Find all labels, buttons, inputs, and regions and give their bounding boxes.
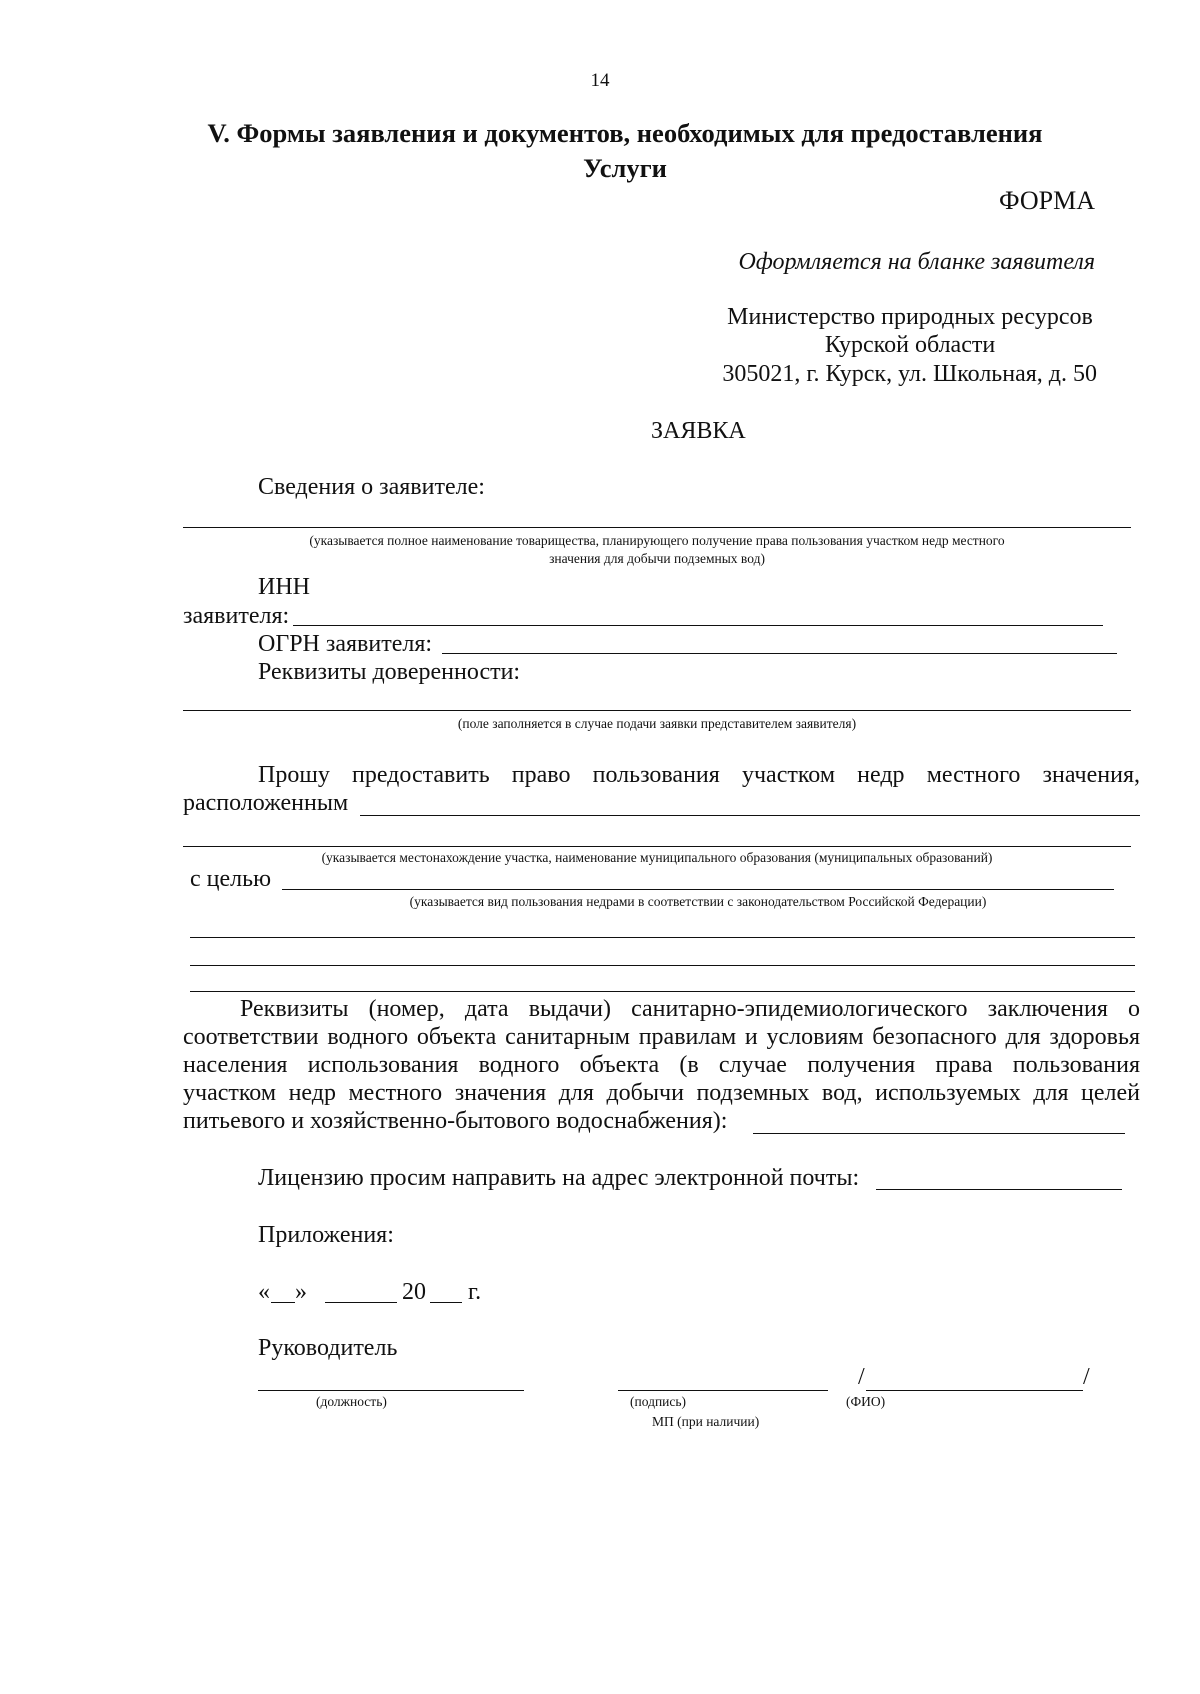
purpose-extra-line-1[interactable] [190, 937, 1135, 938]
power-of-attorney-line[interactable] [183, 710, 1131, 711]
date-close-quote: » [295, 1279, 307, 1305]
date-year-line[interactable] [430, 1302, 462, 1303]
inn-field-line[interactable] [293, 625, 1103, 626]
fio-field-line[interactable] [866, 1390, 1083, 1391]
position-field-line[interactable] [258, 1390, 524, 1391]
purpose-field-line[interactable] [282, 889, 1114, 890]
stamp-hint: МП (при наличии) [652, 1414, 760, 1429]
sanitary-line5: питьевого и хозяйственно-бытового водоснабжения): [183, 1108, 728, 1134]
fio-slash-right: / [1083, 1364, 1090, 1390]
addressee-line1: Министерство природных ресурсов [727, 304, 1093, 330]
applicant-info-label: Сведения о заявителе: [258, 474, 485, 500]
section-title-line1: V. Формы заявления и документов, необходимых для предоставления [207, 118, 1043, 148]
page-number: 14 [590, 70, 610, 91]
location-field-line-2[interactable] [183, 846, 1131, 847]
signature-hint: (подпись) [630, 1394, 687, 1409]
purpose-extra-line-2[interactable] [190, 965, 1135, 966]
email-field-line[interactable] [876, 1189, 1122, 1190]
sanitary-line4: участком недр местного значения для добычи подземных вод, используемых для целей [183, 1080, 1140, 1106]
email-label: Лицензию просим направить на адрес электронной почты: [258, 1165, 860, 1191]
purpose-label: с целью [190, 866, 271, 892]
hint-representative: (поле заполняется в случае подачи заявки представителем заявителя) [457, 716, 857, 731]
inn-label: ИНН [258, 574, 310, 600]
date-year-prefix: 20 [402, 1279, 426, 1305]
fio-slash-left: / [858, 1364, 865, 1390]
hint-purpose: (указывается вид пользования недрами в соответствии с законодательством Российской Федерации) [409, 894, 987, 909]
hint-applicant-line2: значения для добычи подземных вод) [549, 551, 765, 566]
blank-note: Оформляется на бланке заявителя [738, 249, 1095, 275]
location-field-line[interactable] [360, 815, 1140, 816]
hint-applicant-line1: (указывается полное наименование товарищества, планирующего получение права пользования участком недр местного [309, 533, 1005, 548]
date-day-line[interactable] [271, 1302, 295, 1303]
request-line1: Прошу предоставить право пользования участком недр местного значения, [258, 762, 1140, 788]
sanitary-field-line[interactable] [753, 1133, 1125, 1134]
sanitary-line3: населения использования водного объекта (в случае получения права пользования [183, 1052, 1140, 1078]
form-label: ФОРМА [999, 186, 1095, 215]
fio-hint: (ФИО) [846, 1394, 886, 1409]
addressee-line2: Курской области [824, 332, 996, 358]
date-open-quote: « [258, 1279, 270, 1305]
power-of-attorney-label: Реквизиты доверенности: [258, 659, 521, 685]
purpose-extra-line-3[interactable] [190, 991, 1135, 992]
signature-field-line[interactable] [618, 1390, 828, 1391]
request-line2: расположенным [183, 790, 349, 816]
position-hint: (должность) [316, 1394, 387, 1409]
applicant-name-line[interactable] [183, 527, 1131, 528]
addressee-line3: 305021, г. Курск, ул. Школьная, д. 50 [722, 361, 1097, 387]
date-year-suffix: г. [468, 1279, 482, 1305]
head-label: Руководитель [258, 1335, 398, 1361]
ogrn-label: ОГРН заявителя: [258, 631, 433, 657]
sanitary-line2: соответствии водного объекта санитарным правилам и условиям безопасного для здоровья [183, 1024, 1140, 1050]
document-title: ЗАЯВКА [651, 418, 746, 444]
attachments-label: Приложения: [258, 1222, 394, 1248]
inn-label-2: заявителя: [183, 603, 290, 629]
sanitary-line1: Реквизиты (номер, дата выдачи) санитарно-эпидемиологического заключения о [240, 996, 1140, 1022]
hint-location: (указывается местонахождение участка, наименование муниципального образования (муниципальных образований) [321, 850, 993, 865]
section-title-line2: Услуги [583, 153, 667, 183]
ogrn-field-line[interactable] [442, 653, 1117, 654]
date-month-line[interactable] [325, 1302, 397, 1303]
